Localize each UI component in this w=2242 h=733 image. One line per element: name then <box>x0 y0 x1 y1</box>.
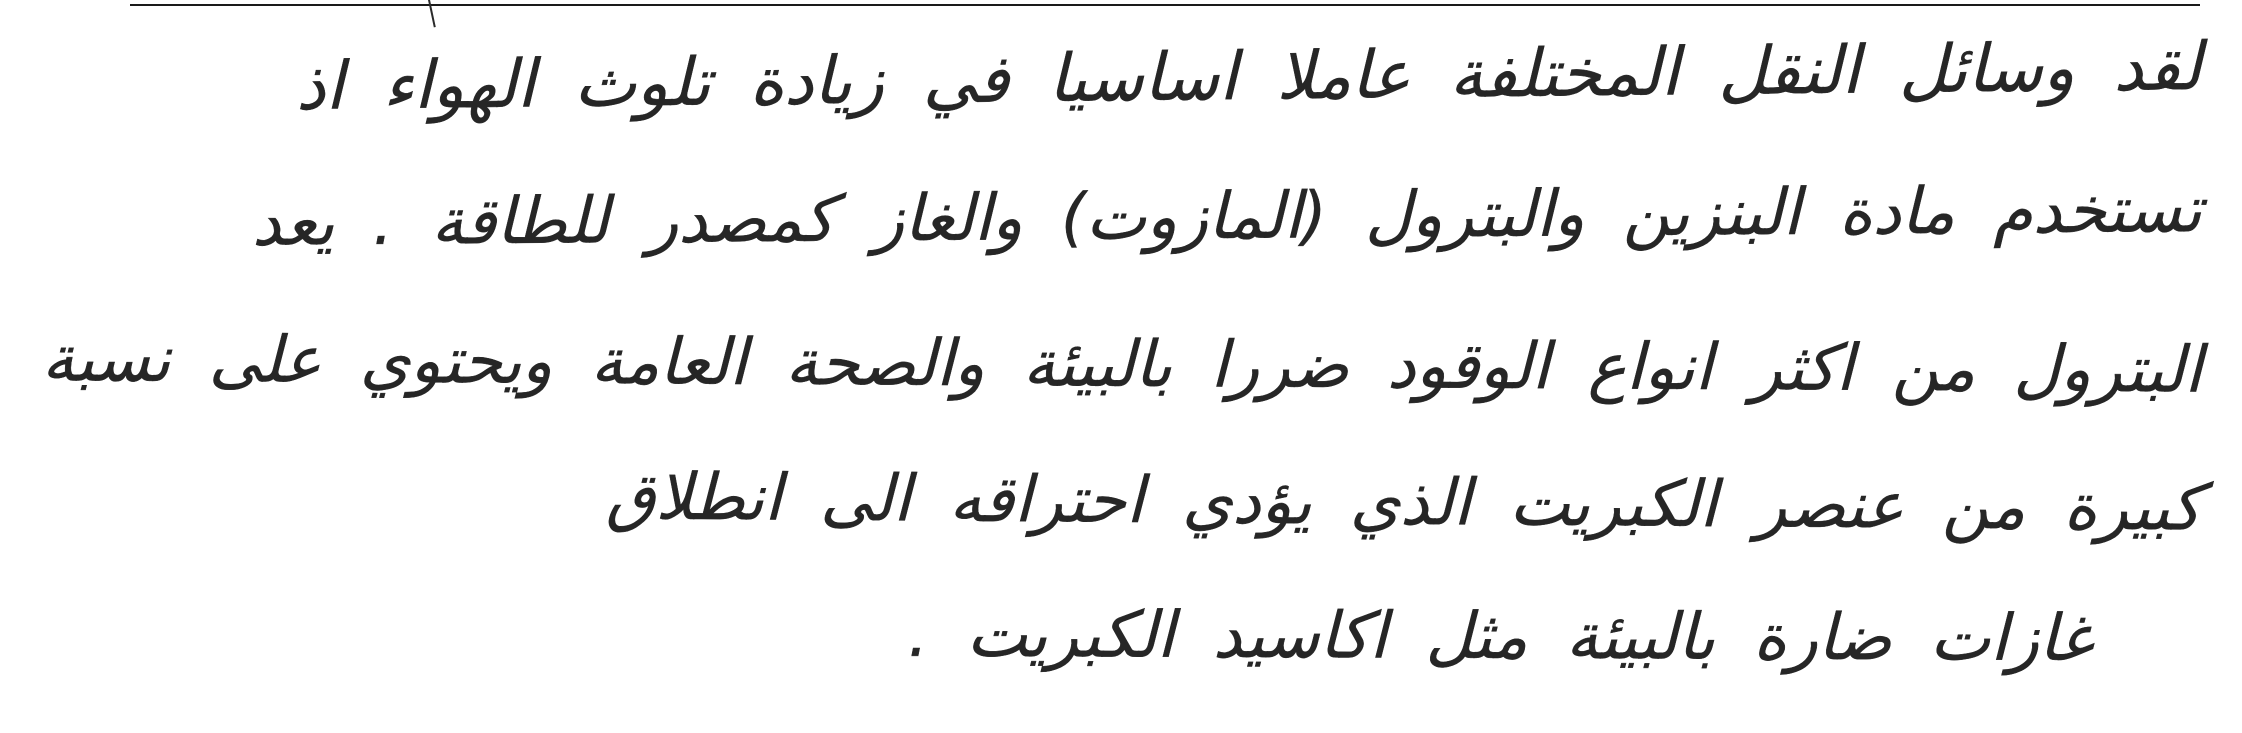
text-line-1: لقد وسائل النقل المختلفة عاملا اساسيا في زيادة تلوث الهواء اذ <box>295 28 2203 125</box>
text-line-5: غازات ضارة بالبيئة مثل اكاسيد الكبريت . <box>907 597 2093 677</box>
text-line-2: تستخدم مادة البنزين والبترول (المازوت) والغاز كمصدر للطاقة . يعد <box>251 173 2203 261</box>
text-line-3: البترول من اكثر انواع الوقود ضررا بالبيئة والصحة العامة ويحتوي على نسبة <box>41 322 2203 408</box>
text-line-4: كبيرة من عنصر الكبريت الذي يؤدي احتراقه الى انطلاق <box>606 460 2203 546</box>
